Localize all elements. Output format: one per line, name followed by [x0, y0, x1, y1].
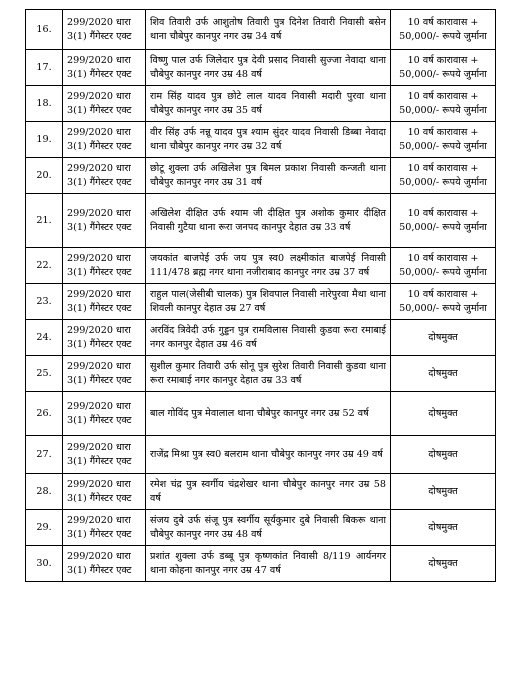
verdict-cell: दोषमुक्त: [391, 546, 496, 582]
verdict-cell: 10 वर्ष कारावास + 50,000/- रूपये जुर्माना: [391, 50, 496, 86]
verdict-cell: 10 वर्ष कारावास + 50,000/- रूपये जुर्माना: [391, 284, 496, 320]
table-row: [26, 320, 496, 356]
verdict-cell: 10 वर्ष कारावास + 50,000/- रूपये जुर्माना: [391, 158, 496, 194]
table-row: [26, 356, 496, 392]
serial-number-cell: 19.: [26, 122, 63, 158]
case-section-cell: 299/2020 धारा 3(1) गैंगेस्टर एक्ट: [63, 158, 146, 194]
case-section-cell: 299/2020 धारा 3(1) गैंगेस्टर एक्ट: [63, 474, 146, 510]
judgment-table: [25, 9, 496, 582]
verdict-cell: 10 वर्ष कारावास + 50,000/- रूपये जुर्माना: [391, 248, 496, 284]
verdict-cell: दोषमुक्त: [391, 474, 496, 510]
accused-details-cell: रमेश चंद्र पुत्र स्वर्गीय चंद्रशेखर थाना चौबेपुर कानपुर नगर उम्र 58 वर्ष: [146, 474, 391, 510]
serial-number-cell: 29.: [26, 510, 63, 546]
table-row: [26, 86, 496, 122]
verdict-cell: 10 वर्ष कारावास + 50,000/- रूपये जुर्माना: [391, 10, 496, 50]
serial-number-cell: 26.: [26, 392, 63, 436]
accused-details-cell: राहुल पाल(जेसीबी चालक) पुत्र शिवपाल निवासी नारेपुरवा मैथा थाना शिवली कानपुर देहात उम्र 27 वर्ष: [146, 284, 391, 320]
verdict-cell: दोषमुक्त: [391, 320, 496, 356]
accused-details-cell: राजेंद्र मिश्रा पुत्र स्व0 बलराम थाना चौबेपुर कानपुर नगर उम्र 49 वर्ष: [146, 436, 391, 474]
serial-number-cell: 27.: [26, 436, 63, 474]
serial-number-cell: 23.: [26, 284, 63, 320]
case-section-cell: 299/2020 धारा 3(1) गैंगेस्टर एक्ट: [63, 320, 146, 356]
case-section-cell: 299/2020 धारा 3(1) गैंगेस्टर एक्ट: [63, 194, 146, 248]
table-row: [26, 284, 496, 320]
case-section-cell: 299/2020 धारा 3(1) गैंगेस्टर एक्ट: [63, 510, 146, 546]
table-row: [26, 510, 496, 546]
serial-number-cell: 20.: [26, 158, 63, 194]
serial-number-cell: 30.: [26, 546, 63, 582]
serial-number-cell: 18.: [26, 86, 63, 122]
table-row: [26, 10, 496, 50]
table-row: [26, 474, 496, 510]
accused-details-cell: सुशील कुमार तिवारी उर्फ सोनू पुत्र सुरेश तिवारी निवासी कुडवा थाना रूरा रमाबाई नगर कानपुर देहात उम्र 33 वर्ष: [146, 356, 391, 392]
table-row: [26, 392, 496, 436]
accused-details-cell: अरविंद त्रिवेदी उर्फ गुड्डन पुत्र रामविलास निवासी कुडवा रूरा रमाबाई नगर कानपुर देहात उम्र 46 वर्ष: [146, 320, 391, 356]
accused-details-cell: अखिलेश दीक्षित उर्फ श्याम जी दीक्षित पुत्र अशोक कुमार दीक्षित निवासी गुटैया थाना रूरा जनपद कानपुर देहात उम्र 33 वर्ष: [146, 194, 391, 248]
case-section-cell: 299/2020 धारा 3(1) गैंगेस्टर एक्ट: [63, 392, 146, 436]
table-row: [26, 122, 496, 158]
verdict-cell: दोषमुक्त: [391, 392, 496, 436]
case-section-cell: 299/2020 धारा 3(1) गैंगेस्टर एक्ट: [63, 546, 146, 582]
verdict-cell: 10 वर्ष कारावास + 50,000/- रूपये जुर्माना: [391, 122, 496, 158]
accused-details-cell: छोटू शुक्ला उर्फ अखिलेश पुत्र बिमल प्रकाश निवासी कन्जती थाना चौबेपुर कानपुर नगर उम्र 31 वर्ष: [146, 158, 391, 194]
serial-number-cell: 28.: [26, 474, 63, 510]
table-row: [26, 194, 496, 248]
verdict-cell: दोषमुक्त: [391, 356, 496, 392]
serial-number-cell: 22.: [26, 248, 63, 284]
accused-details-cell: वीर सिंह उर्फ नन्नू यादव पुत्र श्याम सुंदर यादव निवासी डिब्बा नेवादा थाना चौबेपुर कानपुर नगर उम्र 32 वर्ष: [146, 122, 391, 158]
serial-number-cell: 25.: [26, 356, 63, 392]
table-row: [26, 50, 496, 86]
table-row: [26, 546, 496, 582]
case-section-cell: 299/2020 धारा 3(1) गैंगेस्टर एक्ट: [63, 122, 146, 158]
verdict-cell: दोषमुक्त: [391, 510, 496, 546]
case-section-cell: 299/2020 धारा 3(1) गैंगेस्टर एक्ट: [63, 284, 146, 320]
serial-number-cell: 17.: [26, 50, 63, 86]
verdict-cell: 10 वर्ष कारावास + 50,000/- रूपये जुर्माना: [391, 86, 496, 122]
case-section-cell: 299/2020 धारा 3(1) गैंगेस्टर एक्ट: [63, 86, 146, 122]
table-row: [26, 436, 496, 474]
accused-details-cell: संजय दुबे उर्फ संजू पुत्र स्वर्गीय सूर्यकुमार दुबे निवासी बिकरू थाना चौबेपुर कानपुर नगर उम्र 48 वर्ष: [146, 510, 391, 546]
accused-details-cell: जयकांत बाजपेई उर्फ जय पुत्र स्व0 लक्ष्मीकांत बाजपेई निवासी 111/478 ब्रह्म नगर थाना नजीराबाद कानपुर नगर उम्र 37 वर्ष: [146, 248, 391, 284]
verdict-cell: 10 वर्ष कारावास + 50,000/- रूपये जुर्माना: [391, 194, 496, 248]
accused-details-cell: शिव तिवारी उर्फ आशुतोष तिवारी पुत्र दिनेश तिवारी निवासी बसेन थाना चौबेपुर कानपुर नगर उम्र 34 वर्ष: [146, 10, 391, 50]
accused-details-cell: बाल गोविंद पुत्र मेवालाल थाना चौबेपुर कानपुर नगर उम्र 52 वर्ष: [146, 392, 391, 436]
accused-details-cell: राम सिंह यादव पुत्र छोटे लाल यादव निवासी मदारी पुरवा थाना चौबेपुर कानपुर नगर उम्र 35 वर्ष: [146, 86, 391, 122]
verdict-cell: दोषमुक्त: [391, 436, 496, 474]
serial-number-cell: 21.: [26, 194, 63, 248]
serial-number-cell: 16.: [26, 10, 63, 50]
case-section-cell: 299/2020 धारा 3(1) गैंगेस्टर एक्ट: [63, 248, 146, 284]
case-section-cell: 299/2020 धारा 3(1) गैंगेस्टर एक्ट: [63, 50, 146, 86]
table-row: [26, 158, 496, 194]
table-row: [26, 248, 496, 284]
judgment-table-body: [26, 10, 496, 582]
serial-number-cell: 24.: [26, 320, 63, 356]
case-section-cell: 299/2020 धारा 3(1) गैंगेस्टर एक्ट: [63, 10, 146, 50]
accused-details-cell: विष्णु पाल उर्फ जिलेदार पुत्र देवी प्रसाद निवासी सुज्जा नेवादा थाना चौबेपुर कानपुर नगर उम्र 48 वर्ष: [146, 50, 391, 86]
accused-details-cell: प्रशांत शुक्ला उर्फ डब्बू पुत्र कृष्णकांत निवासी 8/119 आर्यनगर थाना कोहना कानपुर नगर उम्र 47 वर्ष: [146, 546, 391, 582]
case-section-cell: 299/2020 धारा 3(1) गैंगेस्टर एक्ट: [63, 356, 146, 392]
case-section-cell: 299/2020 धारा 3(1) गैंगेस्टर एक्ट: [63, 436, 146, 474]
